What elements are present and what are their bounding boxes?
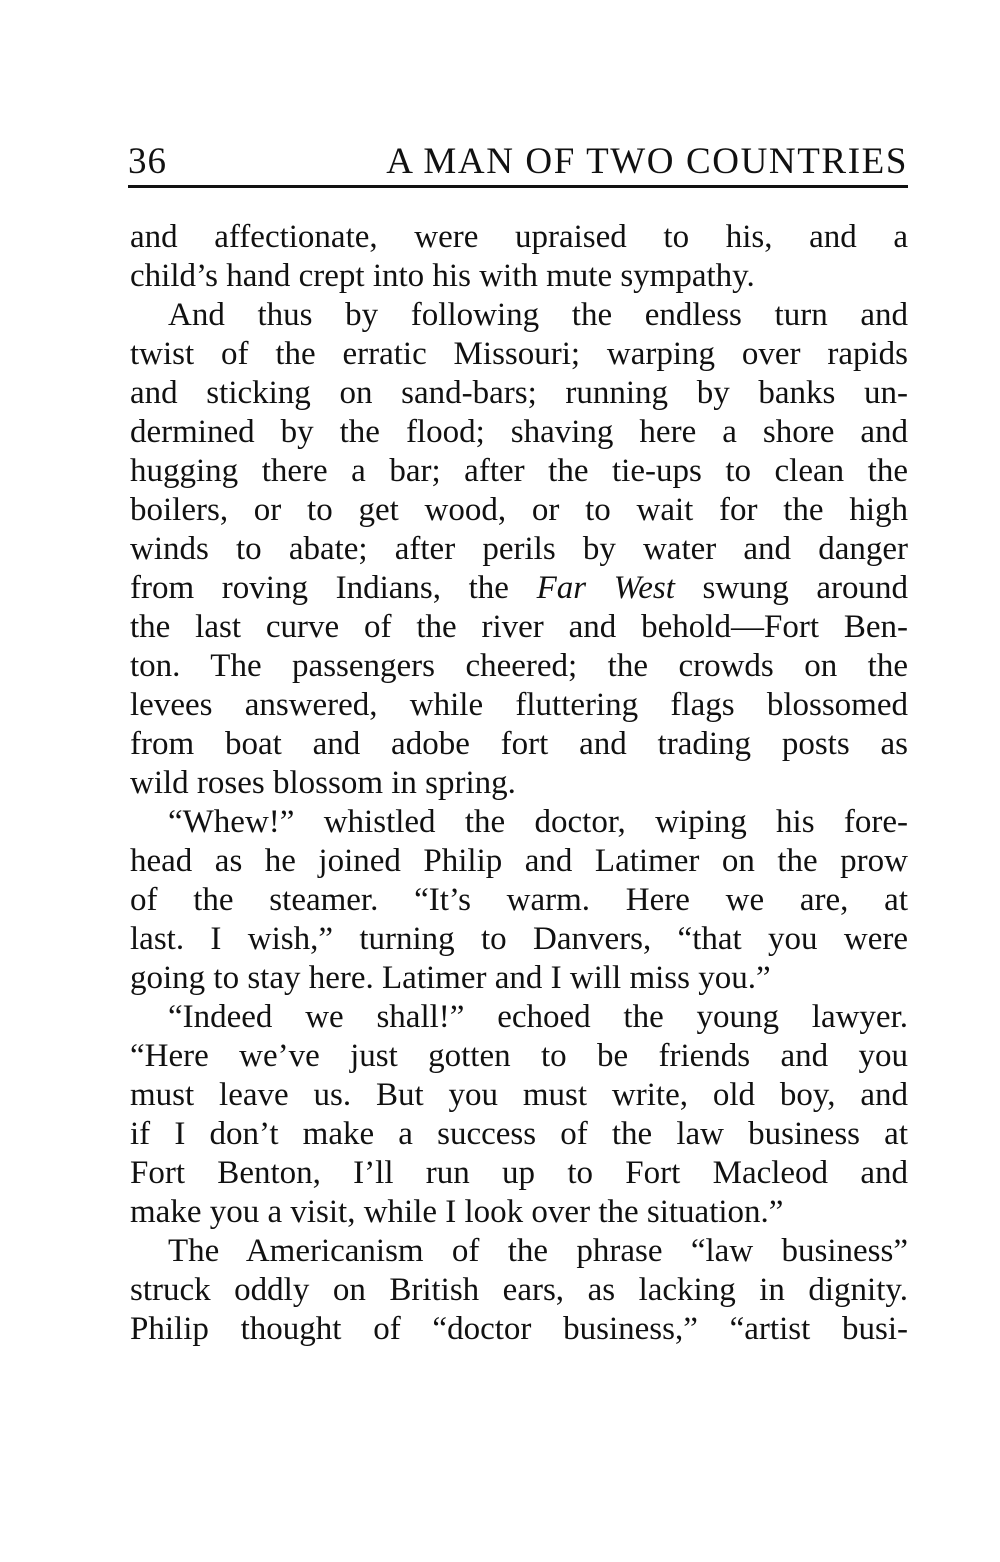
text-line: And thus by following the endless turn and [168,297,908,333]
text-line: going to stay here. Latimer and I will miss you.” [130,960,771,996]
line-text-before: from roving Indians, the [130,570,537,606]
text-line: of the steamer. “It’s warm. Here we are, at [130,882,908,918]
running-head [128,138,908,186]
text-line: dermined by the flood; shaving here a shore and [130,414,908,450]
text-line: make you a visit, while I look over the situation.” [130,1194,784,1230]
text-line: twist of the erratic Missouri; warping over rapids [130,336,908,372]
text-line: wild roses blossom in spring. [130,765,516,801]
text-line: ton. The passengers cheered; the crowds on the [130,648,908,684]
body-text [130,218,908,1349]
running-title: A MAN OF TWO COUNTRIES [386,141,908,182]
page-number: 36 [128,141,167,182]
text-line: Fort Benton, I’ll run up to Fort Macleod and [130,1155,908,1191]
text-line: hugging there a bar; after the tie-ups to clean the [130,453,908,489]
ship-name: Far West [536,570,675,606]
text-line: “Whew!” whistled the doctor, wiping his fore- [168,804,908,840]
text-line: from boat and adobe fort and trading posts as [130,726,908,762]
text-line: must leave us. But you must write, old boy, and [130,1077,908,1113]
text-line: if I don’t make a success of the law business at [130,1116,908,1152]
line-text-after: swung around [674,570,908,606]
text-line: last. I wish,” turning to Danvers, “that you were [130,921,908,957]
text-line: and affectionate, were upraised to his, and a [130,219,908,255]
text-line: levees answered, while fluttering flags blossomed [130,687,908,723]
header-rule [128,185,908,188]
text-line: struck oddly on British ears, as lacking in dignity. [130,1272,908,1308]
text-line: head as he joined Philip and Latimer on the prow [130,843,908,879]
text-line: and sticking on sand-bars; running by banks un- [130,375,908,411]
text-line: “Indeed we shall!” echoed the young lawyer. [168,999,908,1035]
text-line: Philip thought of “doctor business,” “artist busi- [130,1311,908,1347]
text-line: boilers, or to get wood, or to wait for the high [130,492,908,528]
text-line: the last curve of the river and behold—Fort Ben- [130,609,908,645]
text-line: “Here we’ve just gotten to be friends and you [130,1038,908,1074]
text-line-with-italic [130,569,908,608]
text-line: winds to abate; after perils by water and danger [130,531,908,567]
text-line: The Americanism of the phrase “law business” [168,1233,908,1269]
text-line: child’s hand crept into his with mute sympathy. [130,258,755,294]
